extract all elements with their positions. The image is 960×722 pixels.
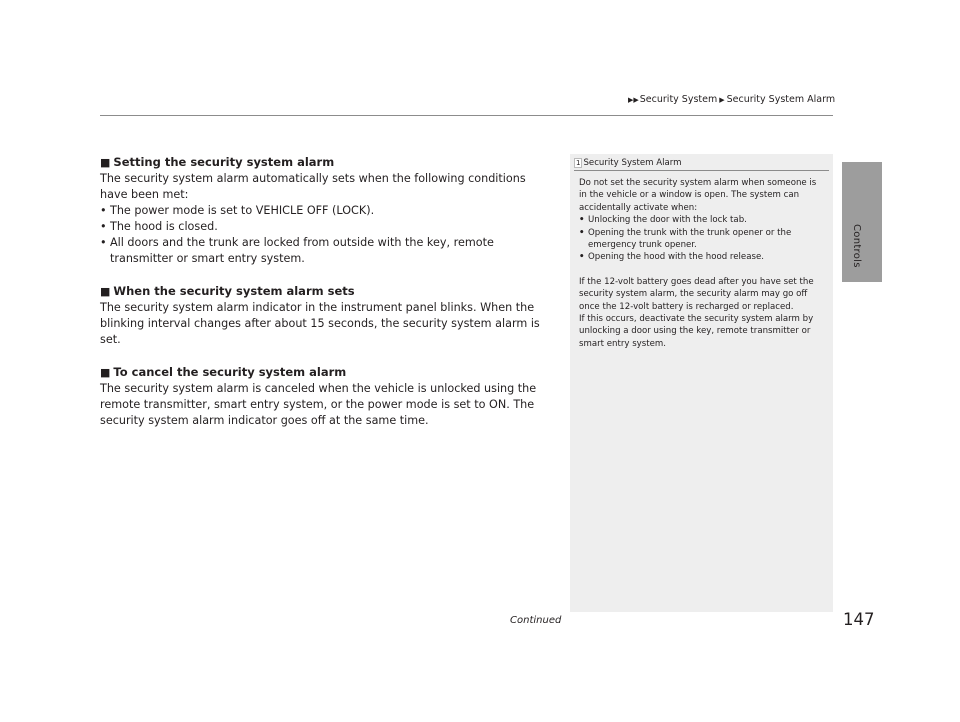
section-heading-cancel: ■ To cancel the security system alarm <box>100 365 347 379</box>
list-item: • Opening the hood with the hood release. <box>579 251 825 263</box>
list-item: • The hood is closed. <box>100 219 556 235</box>
page-number: 147 <box>843 610 875 629</box>
breadcrumb-item-security-system: Security System <box>639 94 718 105</box>
section-heading-setting: ■ Setting the security system alarm <box>100 155 335 169</box>
square-bullet-icon: ■ <box>100 285 111 298</box>
note-list <box>579 214 825 264</box>
note-intro: Do not set the security system alarm when someone is in the vehicle or a window is open. The system can accidentally activate when: <box>579 178 817 213</box>
square-bullet-icon: ■ <box>100 366 111 379</box>
note-body <box>570 171 833 350</box>
square-bullet-icon: ■ <box>100 156 111 169</box>
note-paragraph: If this occurs, deactivate the security system alarm by unlocking a door using the key, remote transmitter or smart entry system. <box>579 314 814 349</box>
double-arrow-icon: ▶▶ <box>628 96 639 104</box>
list-item: • All doors and the trunk are locked from outside with the key, remote transmitter or smart entry system. <box>100 235 556 267</box>
side-tab <box>842 162 882 282</box>
side-tab-label: Controls <box>851 224 862 268</box>
conditions-list <box>100 203 556 267</box>
breadcrumb-item-security-system-alarm: Security System Alarm <box>726 94 836 105</box>
breadcrumb <box>628 94 835 105</box>
side-note <box>570 154 833 612</box>
section-heading-when-sets: ■ When the security system alarm sets <box>100 284 355 298</box>
list-item: • Opening the trunk with the trunk opener or the emergency trunk opener. <box>579 227 825 252</box>
list-item: • Unlocking the door with the lock tab. <box>579 214 825 226</box>
reference-number-badge: 1 <box>576 159 581 167</box>
continued-label: Continued <box>510 615 562 626</box>
section-text-setting-intro: The security system alarm automatically sets when the following conditions have been met: <box>100 172 526 201</box>
note-paragraph: If the 12-volt battery goes dead after you have set the security system alarm, the security alarm may go off once the 12-volt battery is recharged or replaced. <box>579 276 814 312</box>
header-rule <box>100 115 833 116</box>
section-text-cancel: The security system alarm is canceled when the vehicle is unlocked using the remote transmitter, smart entry system, or the power mode is set to ON. The security system alarm indicator goes off at the same time. <box>100 382 537 427</box>
section-text-when-sets: The security system alarm indicator in the instrument panel blinks. When the blinking interval changes after about 15 seconds, the security system alarm is set. <box>100 301 540 346</box>
list-item: • The power mode is set to VEHICLE OFF (LOCK). <box>100 203 556 219</box>
arrow-icon: ▶ <box>719 96 725 104</box>
main-content <box>100 154 556 429</box>
note-title: 1 Security System Alarm <box>574 158 829 171</box>
